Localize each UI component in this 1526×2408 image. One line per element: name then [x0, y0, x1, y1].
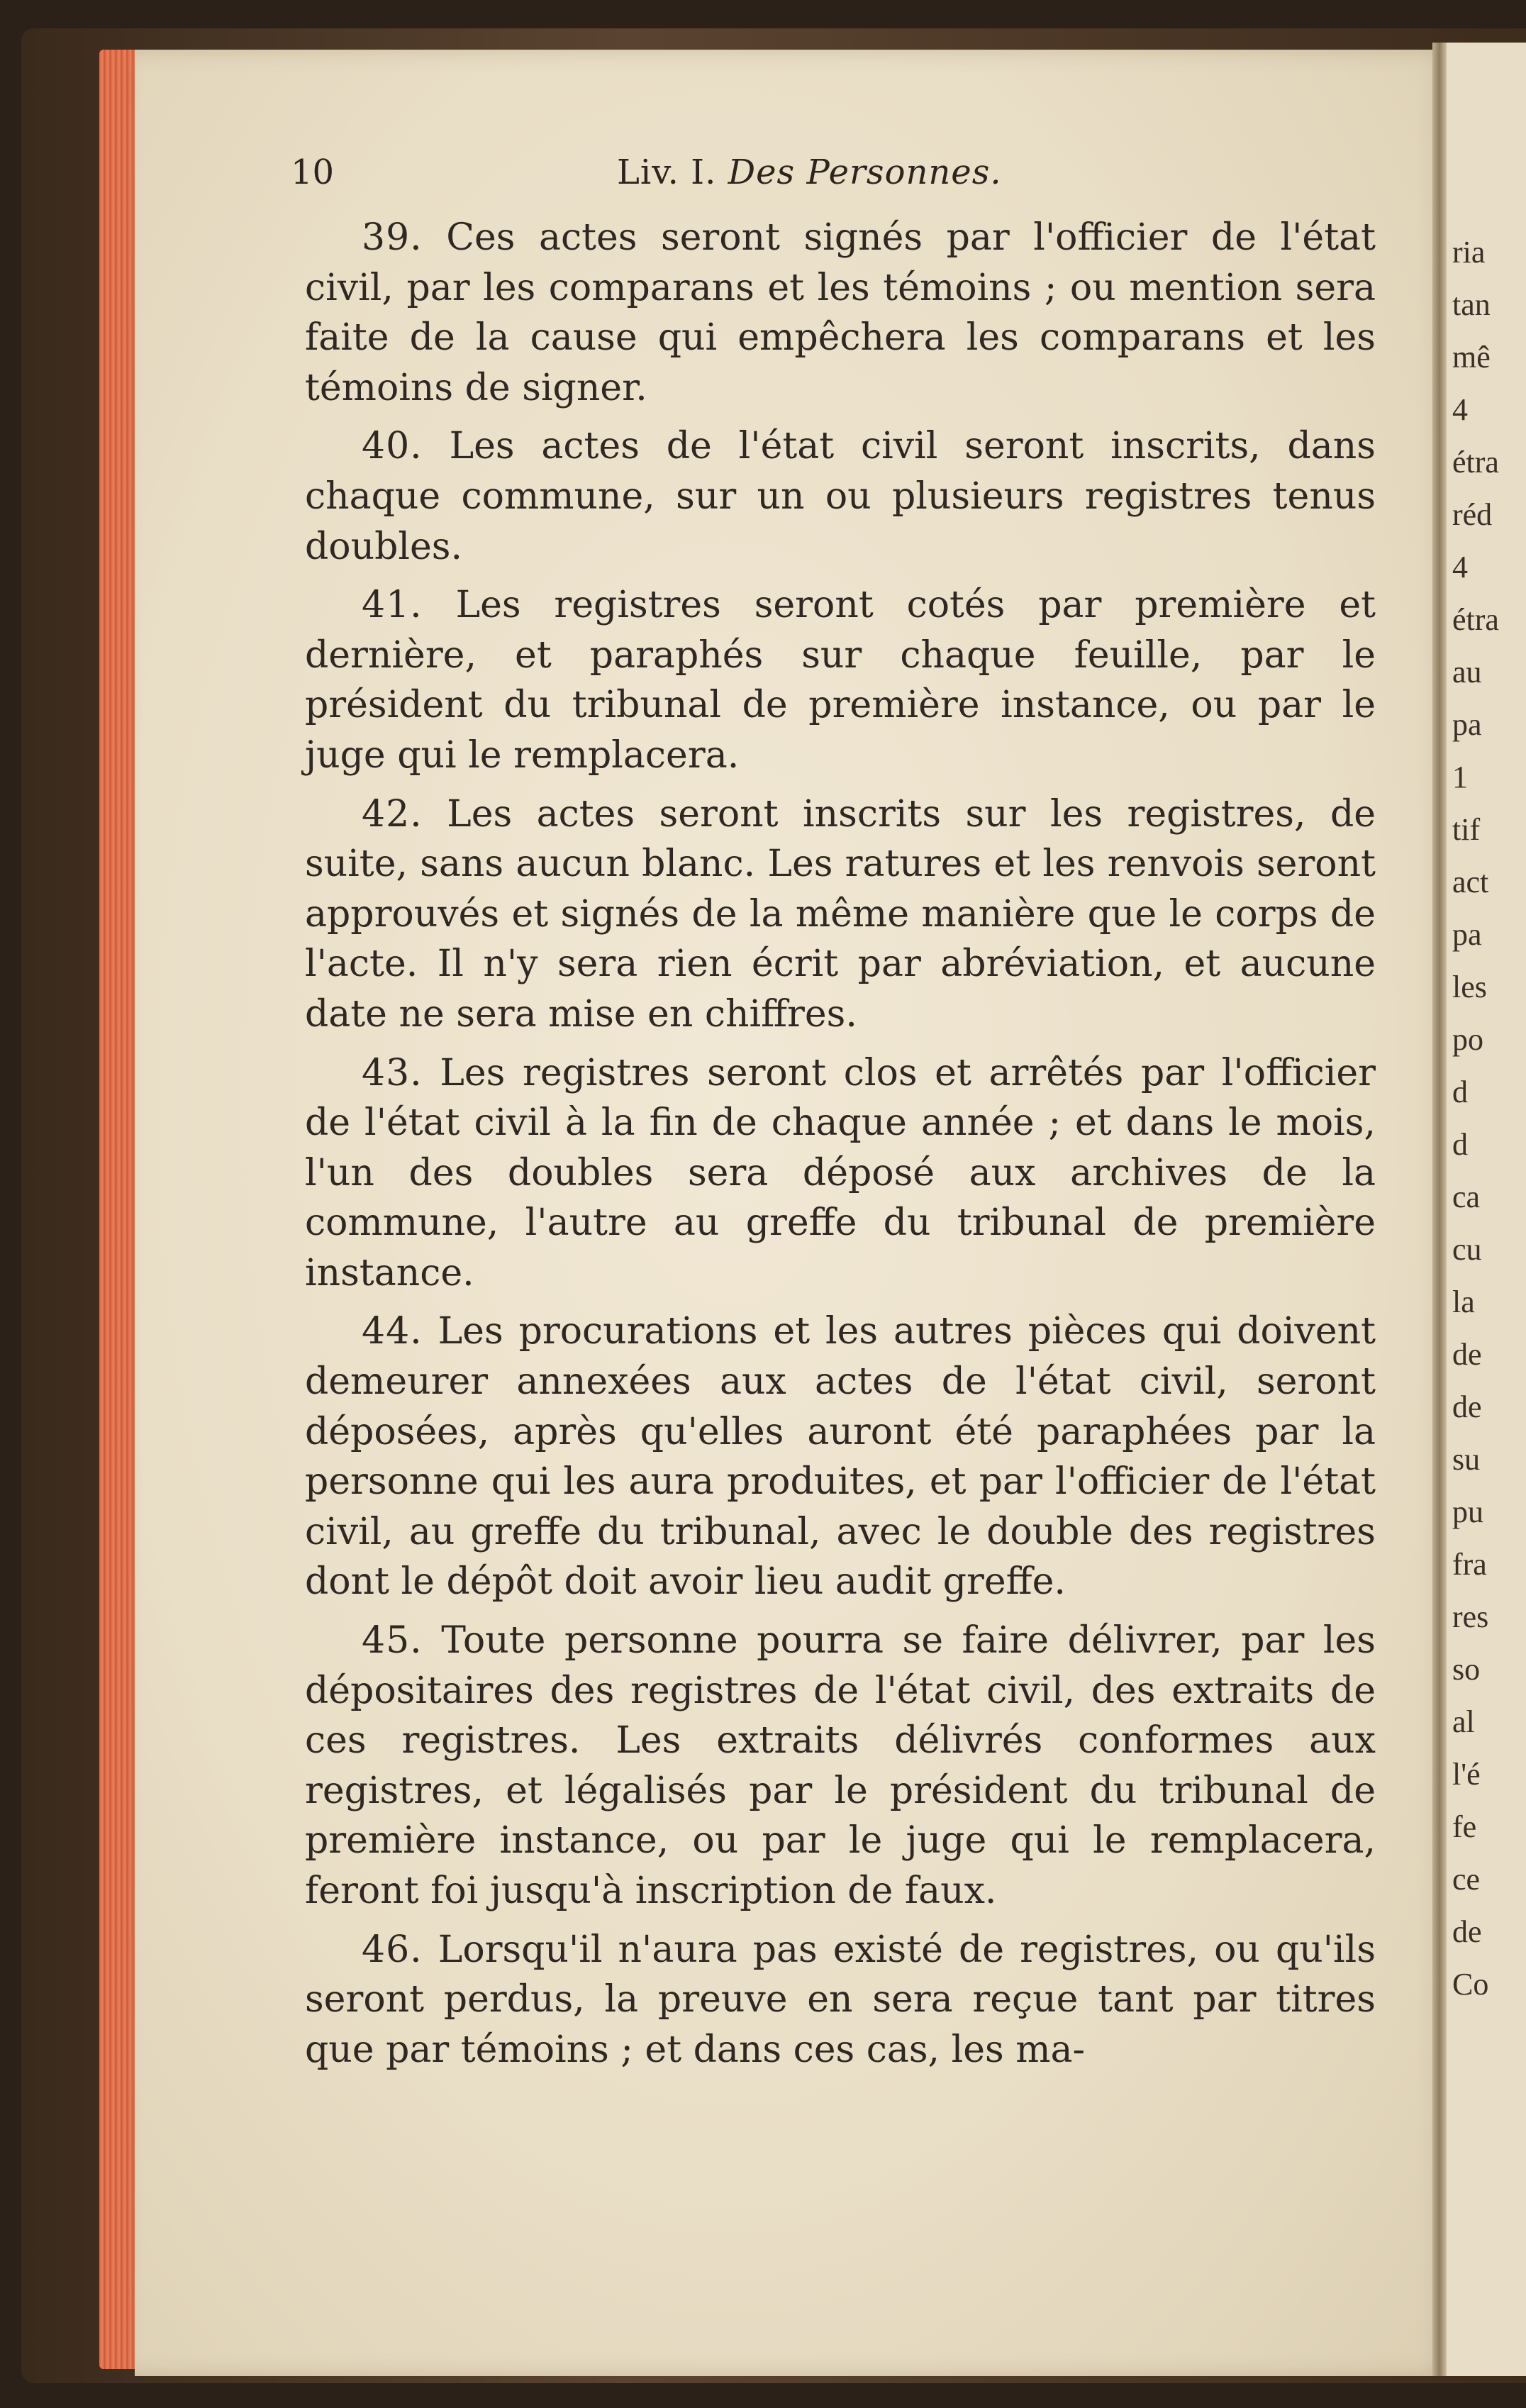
facing-page-fragment: pa	[1452, 707, 1482, 742]
article-text: Ces actes seront signés par l'officier de l'état civil, par les comparans et les témoins ; ou mention sera faite de la cause qui empêchera les comparans et les témoins de signer.	[305, 216, 1376, 409]
facing-page-fragment: tif	[1452, 812, 1481, 847]
facing-page-fragment: l'é	[1452, 1757, 1481, 1792]
article-text: Les registres seront clos et arrêtés par l'officier de l'état civil à la fin de chaque année ; et dans le mois, l'un des doubles sera déposé aux archives de la commune, l'autre au greffe du tribunal de première instance.	[305, 1051, 1376, 1294]
article-text: Les actes de l'état civil seront inscrits, dans chaque commune, sur un ou plusieurs registres tenus doubles.	[305, 425, 1376, 568]
article-number: 43.	[362, 1051, 423, 1094]
page-body	[305, 213, 1376, 2083]
book-gutter	[1432, 43, 1447, 2376]
article-number: 39.	[362, 216, 423, 259]
facing-page-fragment: 4	[1452, 392, 1468, 427]
page-header	[291, 152, 1397, 202]
facing-page-fragment: fe	[1452, 1809, 1477, 1844]
article-text: Les registres seront cotés par première et dernière, et paraphés sur chaque feuille, par le président du tribunal de première instance, ou par le juge qui le remplacera.	[305, 584, 1376, 777]
facing-page-fragment: al	[1452, 1704, 1475, 1739]
article-40	[305, 421, 1376, 572]
facing-page-fragment: res	[1452, 1599, 1489, 1634]
facing-page-fragment: d	[1452, 1075, 1468, 1109]
facing-page-fragment: étra	[1452, 602, 1499, 637]
facing-page-fragment: so	[1452, 1652, 1481, 1687]
facing-page-fragment: d	[1452, 1127, 1468, 1162]
facing-page-fragment: Co	[1452, 1967, 1489, 2002]
running-title-italic: Des Personnes.	[728, 152, 1002, 192]
facing-page-fragment: ria	[1452, 235, 1486, 270]
article-43	[305, 1048, 1376, 1299]
facing-page-fragment: su	[1452, 1442, 1481, 1477]
page-edges	[99, 50, 135, 2369]
facing-page-fragment: pu	[1452, 1494, 1483, 1529]
facing-page-fragment: 1	[1452, 760, 1468, 794]
facing-page-fragment: ce	[1452, 1862, 1481, 1897]
article-number: 46.	[362, 1928, 423, 1971]
article-number: 41.	[362, 584, 423, 627]
facing-page-fragment: de	[1452, 1389, 1482, 1424]
facing-page-fragment: réd	[1452, 497, 1493, 532]
running-title-prefix: Liv. I.	[617, 152, 717, 192]
facing-page-fragment: act	[1452, 865, 1489, 899]
facing-page-fragment: pa	[1452, 917, 1482, 952]
facing-page-fragment: po	[1452, 1022, 1483, 1057]
article-number: 42.	[362, 792, 423, 836]
article-number: 45.	[362, 1619, 423, 1663]
article-text: Toute personne pourra se faire délivrer, par les dépositaires des registres de l'état civil, des extraits de ces registres. Les extraits délivrés conformes aux registres, et légalisés par le président du tribunal de première instance, ou par le juge qui le remplacera, feront foi jusqu'à inscription de faux.	[305, 1619, 1376, 1912]
facing-page-fragment: cu	[1452, 1232, 1482, 1267]
facing-page-fragment: au	[1452, 655, 1482, 689]
article-46	[305, 1925, 1376, 2075]
article-45	[305, 1616, 1376, 1916]
article-text: Les actes seront inscrits sur les registres, de suite, sans aucun blanc. Les ratures et les renvois seront approuvés et signés de la même manière que le corps de l'acte. Il n'y sera rien écrit par abréviation, et aucune date ne sera mise en chiffres.	[305, 792, 1376, 1036]
facing-page-fragment: ca	[1452, 1180, 1481, 1214]
facing-page-fragment: 4	[1452, 550, 1468, 584]
article-text: Les procurations et les autres pièces qui doivent demeurer annexées aux actes de l'état civil, seront déposées, après qu'elles auront été paraphées par la personne qui les aura produites, et par l'officier de l'état civil, au greffe du tribunal, avec le double des registres dont le dépôt doit avoir lieu audit greffe.	[305, 1310, 1376, 1604]
facing-page-fragment: de	[1452, 1337, 1482, 1372]
article-text: Lorsqu'il n'aura pas existé de registres, ou qu'ils seront perdus, la preuve en sera reçue tant par titres que par témoins ; et dans ces cas, les ma-	[305, 1928, 1376, 2071]
facing-page-fragment: de	[1452, 1914, 1482, 1949]
article-41	[305, 580, 1376, 780]
facing-page-fragment: étra	[1452, 445, 1499, 479]
facing-page-fragment: mê	[1452, 340, 1491, 374]
running-title	[617, 152, 1002, 192]
facing-page-fragment: les	[1452, 970, 1487, 1004]
article-number: 40.	[362, 425, 423, 468]
facing-page-fragment: fra	[1452, 1547, 1487, 1582]
article-number: 44.	[362, 1310, 423, 1353]
facing-page-fragment: la	[1452, 1285, 1475, 1319]
article-44	[305, 1306, 1376, 1607]
article-42	[305, 789, 1376, 1040]
facing-page-strip	[1447, 43, 1526, 2376]
facing-page-fragment: tan	[1452, 287, 1491, 322]
page-number: 10	[291, 152, 335, 192]
article-39	[305, 213, 1376, 413]
